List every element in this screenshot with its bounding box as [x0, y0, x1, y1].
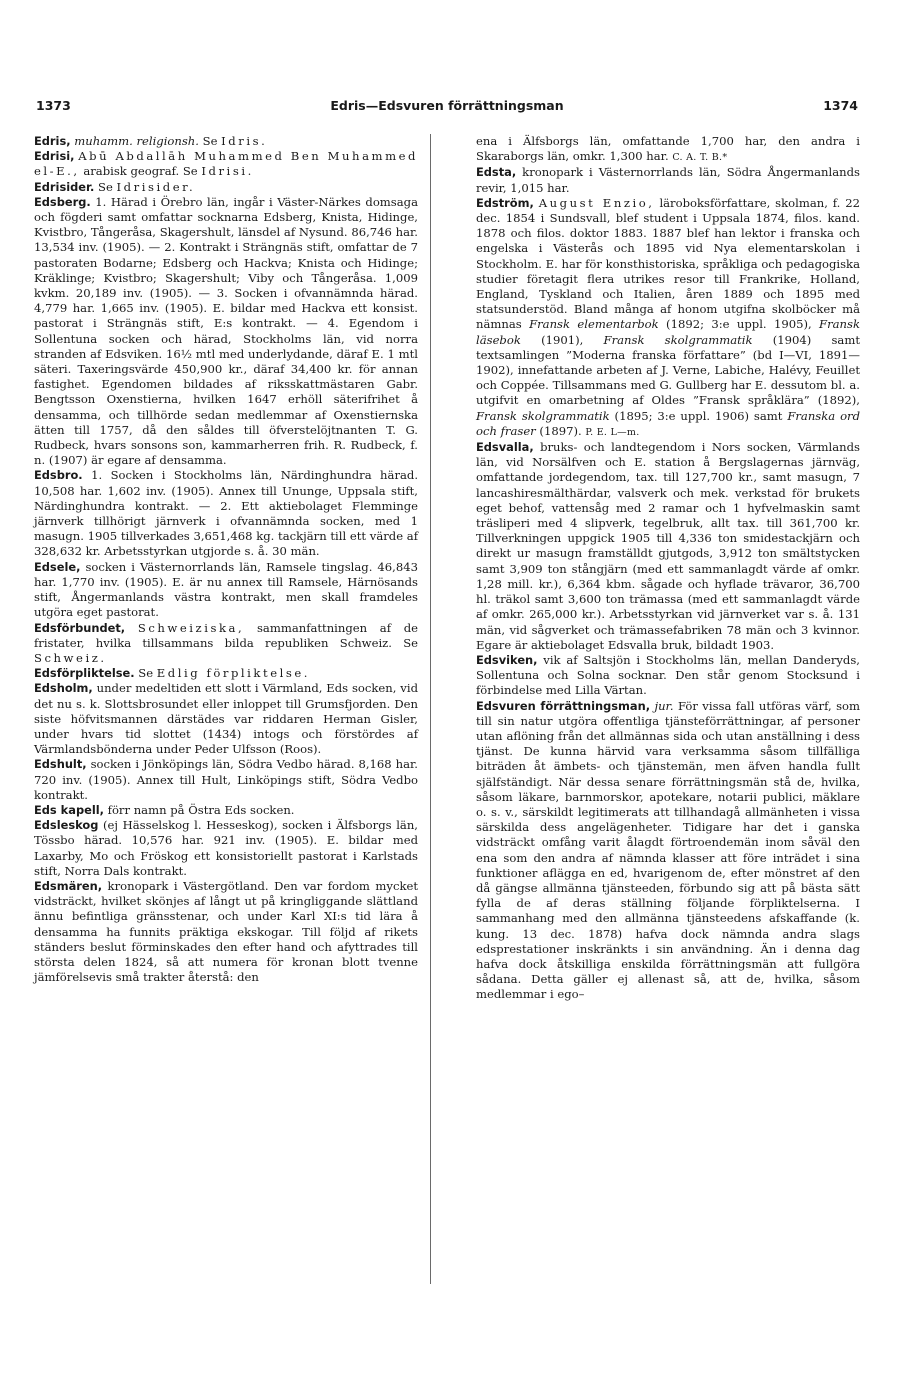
entry-text: ena i Älfsborgs län, omfattande 1,700 har, den andra i Skaraborgs län, omkr. 1,300 har.: [476, 134, 860, 164]
article-entry: [34, 879, 418, 985]
article-entry: [34, 468, 418, 559]
entry-text: muhamm. religionsh.: [74, 134, 199, 148]
entry-text: Abū Abdallāh Muhammed Ben Muhammed el-E.,: [34, 149, 419, 179]
entry-text: 1. Socken i Stockholms län, Närdinghundra härad. 10,508 har. 1,602 inv. (1905). Annex till Ununge, Uppsala stift, Närdinghundra kontrakt. — 2. Ett aktiebolaget Flemminge järnverk tillhörigt järnverk i ofvannämnda socken, med 1 masugn. 1905 tillverkades 3,651,468 kg. tackjärn till ett värde af 328,632 kr. Arbetsstyrkan utgjorde s. å. 30 män.: [34, 468, 418, 559]
entry-text: August Enzio,: [538, 195, 655, 210]
entry-text: Schweiziska,: [137, 620, 245, 635]
article-entry: [34, 560, 418, 621]
running-title: Edris—Edsvuren förrättningsman: [330, 98, 564, 113]
entry-text: jur.: [654, 698, 674, 713]
entry-text: arabisk geograf. Se: [79, 164, 202, 179]
entry-headword: Edsbro.: [34, 468, 83, 483]
entry-text: Franska ord och fraser: [476, 408, 861, 438]
article-entry: [34, 803, 418, 818]
entry-text: Se: [134, 666, 157, 681]
entry-text: socken i Jönköpings län, Södra Vedbo härad. 8,168 har. 720 inv. (1905). Annex till Hult, Linköpings stift, Södra Vedbo kontrakt.: [34, 757, 418, 802]
article-entry: [34, 134, 418, 149]
entry-text: under medeltiden ett slott i Värmland, Eds socken, vid det nu s. k. Slottsbrosundet eller inloppet till Grumsfjorden. Den siste höfvitsmannen därstädes var riddaren Herman Gisler, under hvars tid slottet (1434) intogs och förstördes af Värmlandsbönderna under Peder Ulfsson (Roos).: [34, 681, 418, 757]
column-divider: [430, 134, 431, 1284]
entry-headword: Edsleskog: [34, 818, 99, 833]
page-number-right: 1374: [823, 98, 858, 113]
entry-text: Fransk elementarbok: [529, 317, 659, 332]
entry-text: [125, 621, 138, 635]
entry-text: Edlig förpliktelse.: [156, 666, 311, 681]
entry-headword: Edsta,: [476, 165, 517, 180]
left-column: [34, 134, 418, 985]
entry-text: För vissa fall utföras värf, som till sin natur utgöra offentliga tjänsteförrättningar, af personer utan aflöning från det allmännas sida och utan anställning i dess tjänst. De kunna härvid vara verksamma såsom tillfälliga biträden åt ämbets- och tjänstemän, men äfven handla fullt själfständigt. När dessa senare förrättningsmän stå de, hvilka, såsom läkare, barnmorskor, apotekare, notarii publici, mäklare o. s. v., särskildt legitimerats att tillhandagå allmänheten i vissa särskilda dess angelägenheter. Tidigare har det i ganska vidsträckt omfång varit ålagdt förtroendemän inom såväl den ena som den andra af nämnda klasser att före inträdet i sina funktioner aflägga en ed, hvarigenom de, efter mönstret af den då gängse allmänna tjänsteeden, förbundo sig att på bästa sätt fylla de af deras ställning följande förpliktelserna. I sammanhang med den allmänna tjänsteedens afskaffande (k. kung. 13 dec. 1878) hafva dock nämnda andra slags edsprestationer inskränkts i sin användning. Än i denna dag hafva dock åtskilliga enskilda förrättningsmän att fullgöra sådana. Detta gäller ej allenast så, att de, hvilka, såsom medlemmar i ego–: [476, 698, 861, 1002]
entry-headword: Edström,: [476, 195, 534, 210]
entry-headword: Edsviken,: [476, 652, 538, 667]
article-entry: [34, 666, 418, 681]
entry-text: (1895; 3:e uppl. 1906) samt: [609, 408, 788, 423]
entry-text: (1901),: [520, 332, 604, 347]
entry-text: (1897).: [535, 423, 586, 438]
article-entry: [476, 196, 860, 440]
entry-text: bruks- och landtegendom i Nors socken, Värmlands län, vid Norsälfven och E. station å Bergslagernas järnväg, omfattande jordegendom, tax. till 127,700 kr., samt masugn, 7 lancashiresmälthärdar, valsverk och mek. verkstad för brukets eget behof, vattensåg med 2 ramar och 1 hyfvelmaskin samt träsliperi med 4 slipverk, tegelbruk, allt tax. till 361,700 kr. Tillverkningen uppgick 1905 till 4,336 ton smidestackjärn och direkt ur masugn framställdt gjutgods, 3,912 ton smältstycken samt 3,909 ton stångjärn (med ett sammanlagdt värde af omkr. 1,28 mill. kr.), 6,364 kbm. sågade och hyflade trävaror, 36,700 hl. träkol samt 3,600 ton trämassa (med ett sammanlagdt värde af omkr. 265,000 kr.). Arbetsstyrkan vid järnverket var s. å. 131 män, vid sågverket och trämassefabriken 78 män och 3 kvinnor. Egare är aktiebolaget Edsvalla bruk, bildadt 1903.: [476, 440, 860, 652]
article-entry: [34, 681, 418, 757]
entry-text: sammanfattningen af de fristater, hvilka tillsammans bilda republiken Schweiz. Se: [34, 620, 418, 650]
entry-headword: Edsholm,: [34, 681, 93, 696]
article-entry: [476, 440, 860, 653]
entry-headword: Edsele,: [34, 559, 81, 574]
entry-text: Idrisider.: [116, 179, 196, 194]
entry-headword: Eds kapell,: [34, 802, 104, 817]
entry-text: 1. Härad i Örebro län, ingår i Väster-Närkes domsaga och fögderi samt omfattar socknarna Edsberg, Knista, Hidinge, Kvistbro, Tångeråsa, Skagershult, länsdel af Nysund. 86,746 har. 13,534 inv. (1905). — 2. Kontrakt i Strängnäs stift, omfattar de 7 pastoraten Bodarne; Edsberg och Hackva; Knista och Hidinge; Kräklinge; Kvistbro; Skagershult; Viby och Tångeråsa. 1,009 kvkm. 20,189 inv. (1905). — 3. Socken i ofvannämnda härad. 4,779 har. 1,665 inv. (1905). E. bildar med Hackva ett konsist. pastorat i Strängnäs stift, E:s kontrakt. — 4. Egendom i Sollentuna socken och härad, Stockholms län, vid norra stranden af Edsviken. 16½ mtl med underlydande, däraf E. 1 mtl säteri. Taxeringsvärde 450,900 kr., däraf 34,400 kr. för annan fastighet. Egendomen bildades af riksskattmästaren Gabr. Bengtsson Oxenstierna, hvilken 1647 erhöll säterifrihet å densamma, och tillhörde sedan medlemmar af Oxenstiernska ätten till 1757, då den såldes till öfverstelöjtnanten T. G. Rudbeck, hvars sonsons son, kammarherren frih. R. Rudbeck, f. n. (1907) är egare af densamma.: [34, 194, 418, 468]
author-signature: P. E. L—m.: [585, 426, 640, 438]
author-signature: C. A. T. B.*: [672, 152, 728, 164]
page-header: [36, 98, 858, 118]
entry-headword: Edrisi,: [34, 149, 75, 164]
entry-headword: Edris,: [34, 134, 71, 148]
article-entry: [34, 180, 418, 195]
entry-text: vik af Saltsjön i Stockholms län, mellan Danderyds, Sollentuna och Solna socknar. Den står genom Stocksund i förbindelse med Lilla Värtan.: [476, 652, 860, 698]
entry-text: socken i Västernorrlands län, Ramsele tingslag. 46,843 har. 1,770 inv. (1905). E. är nu annex till Ramsele, Härnösands stift, Ångermanlands västra kontrakt, men skall framdeles utgöra eget pastorat.: [34, 559, 418, 620]
entry-headword: Edshult,: [34, 757, 87, 772]
entry-text: Fransk läsebok: [476, 317, 860, 347]
entry-text: kronopark i Västernorrlands län, Södra Ångermanlands revir, 1,015 har.: [476, 165, 860, 195]
entry-headword: Edsmären,: [34, 878, 103, 893]
entry-headword: Edsberg.: [34, 194, 91, 209]
entry-headword: Edsförpliktelse.: [34, 666, 135, 681]
entry-headword: Edsförbundet,: [34, 620, 126, 635]
article-entry: [34, 757, 418, 803]
entry-text: (ej Hässelskog l. Hesseskog), socken i Älfsborgs län, Tössbo härad. 10,576 har. 921 inv. (1905). E. bildar med Laxarby, Mo och Fröskog ett konsistoriellt pastorat i Karlstads stift, Norra Dals kontrakt.: [34, 818, 418, 878]
entry-headword: Edrisider.: [34, 179, 95, 194]
entry-text: kronopark i Västergötland. Den var fordom mycket vidsträckt, hvilket skönjes af långt ut på kringliggande slättland ännu befintliga gränsstenar, och under Karl XI:s tid lära å densamma ha funnits präktiga ekskogar. Till följd af rikets ständers beslut förminskades den efter hand och afyttrades till största delen 1824, så att numera för kronan blott tvenne jämförelsevis små trakter återstå: den: [34, 878, 418, 985]
article-entry: [476, 699, 860, 1003]
entry-text: Schweiz.: [34, 650, 107, 665]
entry-headword: Edsvuren förrättningsman,: [476, 698, 651, 713]
entry-text: förr namn på Östra Eds socken.: [103, 802, 295, 817]
article-entry: [476, 134, 860, 165]
entry-text: Se: [94, 179, 117, 194]
right-column: [476, 134, 860, 1003]
page-number-left: 1373: [36, 98, 71, 113]
entry-text: Idris.: [221, 134, 268, 148]
entry-text: Se: [198, 134, 222, 148]
entry-text: läroboksförfattare, skolman, f. 22 dec. 1854 i Sundsvall, blef student i Uppsala 1874, filos. kand. 1878 och filos. doktor 1883. 1887 blef han lektor i franska och engelska i Västerås och 1895 vid Nya elementarskolan i Stockholm. E. har för konsthistoriska, språkliga och pedagogiska studier företagit flera utrikes resor till Frankrike, Holland, England, Tyskland och Italien, åren 1889 och 1895 med statsunderstöd. Bland många af honom utgifna skolböcker må nämnas: [476, 195, 861, 332]
entry-text: Fransk skolgrammatik: [476, 408, 610, 423]
article-entry: [476, 653, 860, 699]
article-entry: [34, 195, 418, 469]
entry-text: (1892; 3:e uppl. 1905),: [658, 317, 820, 332]
article-entry: [34, 621, 418, 667]
article-entry: [34, 149, 418, 179]
entry-headword: Edsvalla,: [476, 440, 534, 455]
entry-text: Fransk skolgrammatik: [603, 332, 753, 347]
article-entry: [476, 165, 860, 195]
entry-text: Idrisi.: [201, 164, 254, 179]
entry-text: (1904) samt textsamlingen ”Moderna franska författare” (bd I—VI, 1891—1902), innefattande arbeten af J. Verne, Labiche, Halévy, Feuillet och Coppée. Tillsammans med G. Gullberg har E. dessutom bl. a. utgifvit en omarbetning af Oldes ”Fransk språklära” (1892),: [476, 332, 861, 408]
article-entry: [34, 818, 418, 879]
